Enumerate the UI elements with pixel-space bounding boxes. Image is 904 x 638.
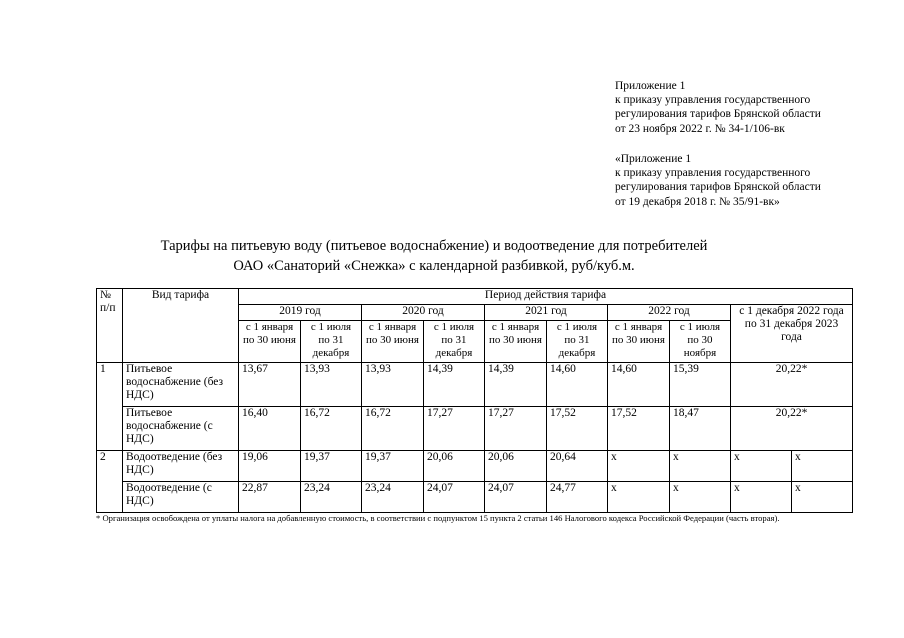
tariff-value: 20,06 — [424, 451, 485, 482]
header-num: № п/п — [97, 289, 123, 363]
tariff-value: х — [608, 482, 670, 513]
tariff-value: 19,37 — [301, 451, 362, 482]
row-number: 2 — [97, 451, 123, 513]
table-row — [97, 482, 853, 513]
tariff-name: Водоотведение (с НДС) — [123, 482, 239, 513]
tariff-value: 17,27 — [424, 407, 485, 451]
tariff-value: 13,93 — [362, 363, 424, 407]
appendix-line: от 19 декабря 2018 г. № 35/91-вк» — [615, 195, 780, 208]
tariff-value: 15,39 — [670, 363, 731, 407]
header-period: Период действия тарифа — [239, 289, 853, 305]
tariff-name: Водоотведение (без НДС) — [123, 451, 239, 482]
header-row-1 — [97, 289, 853, 305]
tariff-value: х — [670, 451, 731, 482]
header-2021-h2: с 1 июля по 31 декабря — [547, 321, 608, 363]
header-year-2021: 2021 год — [485, 305, 608, 321]
document-title-line-2: ОАО «Санаторий «Снежка» с календарной разбивкой, руб/куб.м. — [233, 258, 635, 274]
tariff-value: 19,06 — [239, 451, 301, 482]
tariff-value: 17,52 — [547, 407, 608, 451]
tariff-value: 13,93 — [301, 363, 362, 407]
tariff-name: Питьевое водоснабжение (с НДС) — [123, 407, 239, 451]
tariff-value: 24,07 — [424, 482, 485, 513]
tariff-value: х — [670, 482, 731, 513]
tariff-value: 14,39 — [424, 363, 485, 407]
tariff-value: 17,52 — [608, 407, 670, 451]
appendix-line: к приказу управления государственного — [615, 94, 811, 107]
header-2021-h1: с 1 января по 30 июня — [485, 321, 547, 363]
appendix-previous — [615, 152, 821, 209]
tariff-value-2023: 20,22* — [731, 363, 853, 407]
table-row — [97, 363, 853, 407]
tariff-value-2023: х — [731, 451, 792, 482]
tariff-value-2023: х — [731, 482, 792, 513]
tariff-value: 14,60 — [608, 363, 670, 407]
footnote: * Организация освобождена от уплаты налога на добавленную стоимость, в соответствии с подпунктом 15 пункта 2 статьи 146 Налогового кодекса Российской Федерации (часть вторая). — [96, 513, 780, 523]
header-2022-h1: с 1 января по 30 июня — [608, 321, 670, 363]
tariff-value: 16,72 — [301, 407, 362, 451]
tariff-value: х — [608, 451, 670, 482]
tariff-value-2023: х — [792, 482, 853, 513]
tariff-value: 16,40 — [239, 407, 301, 451]
tariff-value: 17,27 — [485, 407, 547, 451]
header-2020-h2: с 1 июля по 31 декабря — [424, 321, 485, 363]
header-2019-h2: с 1 июля по 31 декабря — [301, 321, 362, 363]
appendix-line: регулирования тарифов Брянской области — [615, 181, 821, 194]
appendix-line: «Приложение 1 — [615, 153, 692, 165]
tariff-value: 20,64 — [547, 451, 608, 482]
tariff-value: 13,67 — [239, 363, 301, 407]
header-year-2022: 2022 год — [608, 305, 731, 321]
row-number: 1 — [97, 363, 123, 451]
header-year-2019: 2019 год — [239, 305, 362, 321]
tariff-value-2023: х — [792, 451, 853, 482]
appendix-line: Приложение 1 — [615, 80, 686, 92]
tariff-name: Питьевое водоснабжение (без НДС) — [123, 363, 239, 407]
tariff-value: 24,77 — [547, 482, 608, 513]
tariff-value: 14,60 — [547, 363, 608, 407]
tariff-value: 22,87 — [239, 482, 301, 513]
header-period-2023: с 1 декабря 2022 года по 31 декабря 2023 года — [731, 305, 853, 363]
header-year-2020: 2020 год — [362, 305, 485, 321]
appendix-line: к приказу управления государственного — [615, 167, 811, 180]
tariff-value: 14,39 — [485, 363, 547, 407]
tariff-value: 18,47 — [670, 407, 731, 451]
table-row — [97, 451, 853, 482]
tariff-value: 19,37 — [362, 451, 424, 482]
tariff-value: 24,07 — [485, 482, 547, 513]
tariff-value: 20,06 — [485, 451, 547, 482]
tariff-value: 23,24 — [362, 482, 424, 513]
appendix-line: от 23 ноября 2022 г. № 34-1/106-вк — [615, 122, 785, 135]
tariff-value: 23,24 — [301, 482, 362, 513]
header-type: Вид тарифа — [123, 289, 239, 363]
header-2020-h1: с 1 января по 30 июня — [362, 321, 424, 363]
header-2019-h1: с 1 января по 30 июня — [239, 321, 301, 363]
tariff-value-2023: 20,22* — [731, 407, 853, 451]
tariff-table — [96, 288, 853, 513]
table-row — [97, 407, 853, 451]
header-2022-h2: с 1 июля по 30 ноября — [670, 321, 731, 363]
tariff-value: 16,72 — [362, 407, 424, 451]
appendix-line: регулирования тарифов Брянской области — [615, 108, 821, 121]
appendix-current — [615, 79, 821, 136]
document-title-line-1: Тарифы на питьевую воду (питьевое водоснабжение) и водоотведение для потребителей — [160, 238, 708, 254]
